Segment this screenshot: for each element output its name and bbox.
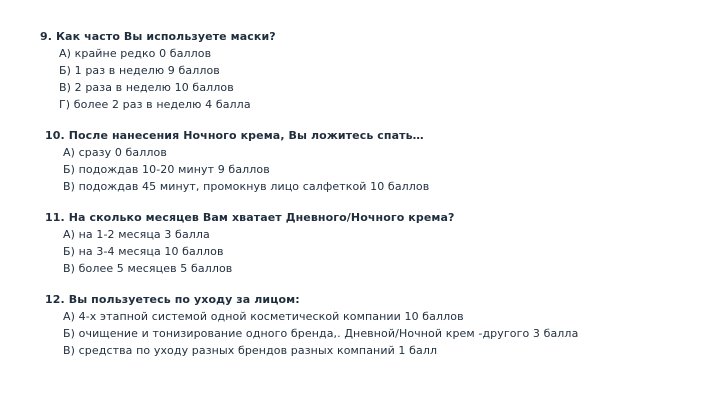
answer-option: Б) 1 раз в неделю 9 баллов (59, 64, 220, 77)
answer-option: А) 4-х этапной системой одной косметической компании 10 баллов (63, 310, 464, 323)
question-title: 12. Вы пользуетесь по уходу за лицом: (45, 293, 300, 306)
answer-option: Г) более 2 раз в неделю 4 балла (59, 98, 251, 111)
answer-option: В) более 5 месяцев 5 баллов (63, 262, 233, 275)
answer-option: В) средства по уходу разных брендов разных компаний 1 балл (63, 344, 438, 357)
answer-option: А) на 1-2 месяца 3 балла (63, 228, 210, 241)
question-title: 10. После нанесения Ночного крема, Вы ложитесь спать… (45, 129, 424, 142)
answer-option: Б) очищение и тонизирование одного бренда,. Дневной/Ночной крем -другого 3 балла (63, 327, 579, 340)
answer-option: Б) подождав 10-20 минут 9 баллов (63, 163, 270, 176)
question-title: 11. На сколько месяцев Вам хватает Дневного/Ночного крема? (45, 211, 455, 224)
answer-option: В) 2 раза в неделю 10 баллов (59, 81, 234, 94)
question-title: 9. Как часто Вы используете маски? (40, 30, 276, 43)
answer-option: А) крайне редко 0 баллов (59, 47, 212, 60)
answer-option: А) сразу 0 баллов (63, 146, 167, 159)
answer-option: Б) на 3-4 месяца 10 баллов (63, 245, 224, 258)
answer-option: В) подождав 45 минут, промокнув лицо салфеткой 10 баллов (63, 180, 430, 193)
